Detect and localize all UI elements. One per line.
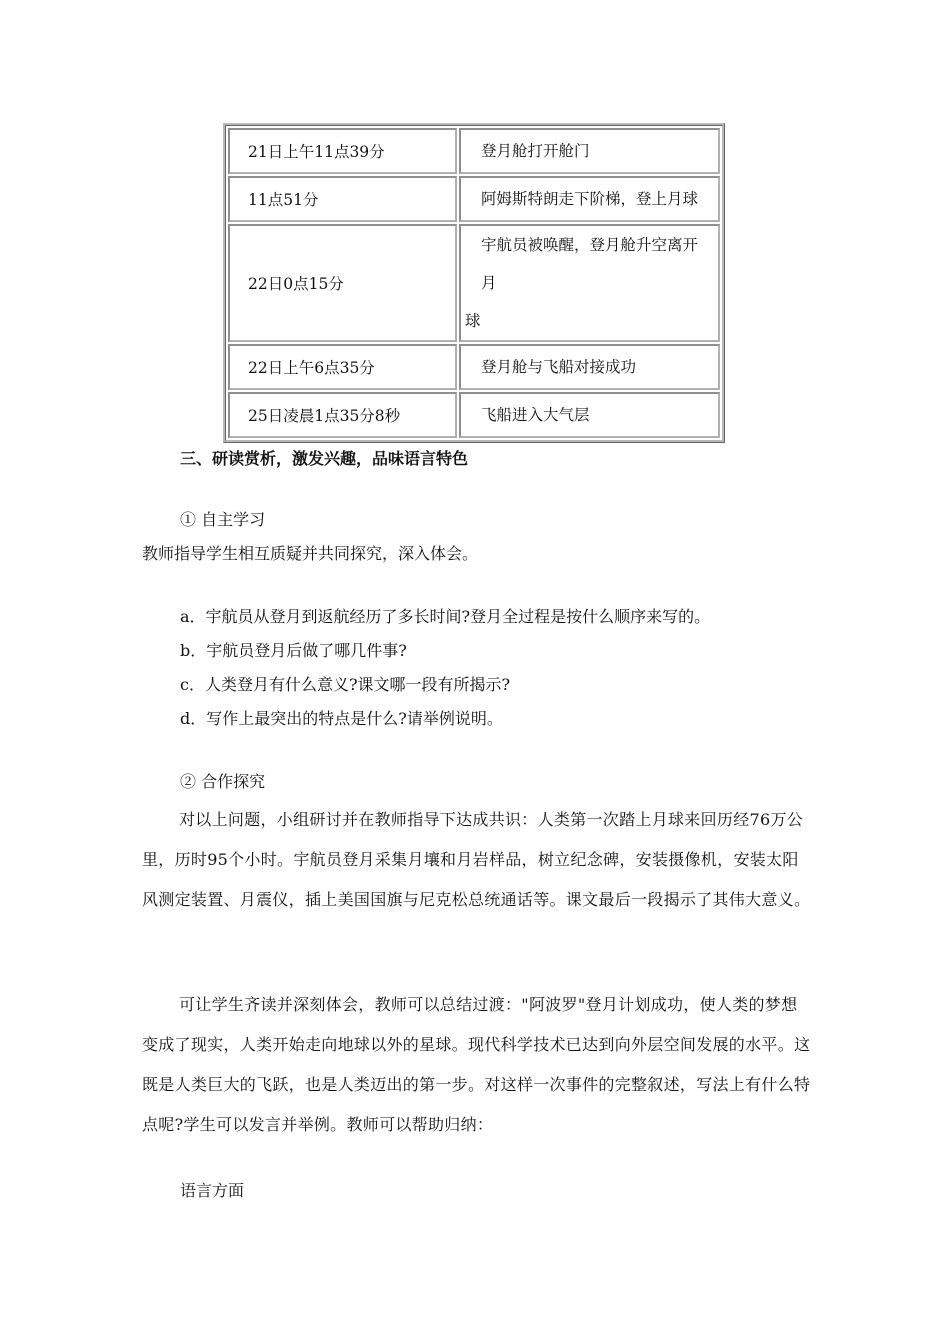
table-row bbox=[228, 344, 720, 390]
event-cell bbox=[459, 128, 720, 174]
self-study-title: ① 自主学习 bbox=[180, 510, 266, 529]
event-text: 飞船进入大气层 bbox=[481, 406, 590, 424]
self-study-intro: 教师指导学生相互质疑并共同探究，深入体会。 bbox=[142, 544, 479, 563]
event-text: 登月舱打开舱门 bbox=[481, 142, 590, 160]
event-text-line1: 宇航员被唤醒，登月舱升空离开月 bbox=[481, 236, 699, 292]
time-cell: 11点51分 bbox=[228, 176, 457, 222]
time-cell: 25日凌晨1点35分8秒 bbox=[228, 392, 457, 438]
timeline-table bbox=[223, 123, 725, 443]
table-row bbox=[228, 128, 720, 174]
time-cell: 22日上午6点35分 bbox=[228, 344, 457, 390]
question-item: a．宇航员从登月到返航经历了多长时间?登月全过程是按什么顺序来写的。 bbox=[180, 607, 711, 626]
question-item: c．人类登月有什么意义?课文哪一段有所揭示? bbox=[180, 675, 511, 694]
time-cell: 22日0点15分 bbox=[228, 224, 457, 342]
event-text: 阿姆斯特朗走下阶梯，登上月球 bbox=[481, 190, 699, 208]
section-heading: 三、研读赏析，激发兴趣，品味语言特色 bbox=[180, 449, 469, 468]
cooperation-paragraph-1: 对以上问题，小组研讨并在教师指导下达成共识：人类第一次踏上月球来回历经76万公里，历时95个小时。宇航员登月采集月壤和月岩样品，树立纪念碑，安装摄像机，安装太阳风测定装置、月震仪，插上美国国旗与尼克松总统通话等。课文最后一段揭示了其伟大意义。 bbox=[142, 810, 811, 909]
event-cell bbox=[459, 344, 720, 390]
event-cell bbox=[459, 176, 720, 222]
table-row bbox=[228, 224, 720, 342]
question-item: b．宇航员登月后做了哪几件事? bbox=[180, 641, 407, 660]
event-text: 登月舱与飞船对接成功 bbox=[481, 358, 637, 376]
language-heading: 语言方面 bbox=[180, 1181, 245, 1200]
question-list bbox=[180, 600, 850, 736]
table-row bbox=[228, 392, 720, 438]
event-text-line2: 球 bbox=[465, 312, 481, 330]
event-cell bbox=[459, 224, 720, 342]
question-item: d．写作上最突出的特点是什么?请举例说明。 bbox=[180, 709, 503, 728]
cooperation-paragraph-2: 可让学生齐读并深刻体会，教师可以总结过渡："阿波罗"登月计划成功，使人类的梦想变成了现实，人类开始走向地球以外的星球。现代科学技术已达到向外层空间发展的水平。这既是人类巨大的飞跃，也是人类迈出的第一步。对这样一次事件的完整叙述，写法上有什么特点呢?学生可以发言并举例。教师可以帮助归纳： bbox=[142, 995, 811, 1134]
event-cell bbox=[459, 392, 720, 438]
cooperation-title: ② 合作探究 bbox=[180, 772, 266, 791]
time-cell: 21日上午11点39分 bbox=[228, 128, 457, 174]
table-row bbox=[228, 176, 720, 222]
